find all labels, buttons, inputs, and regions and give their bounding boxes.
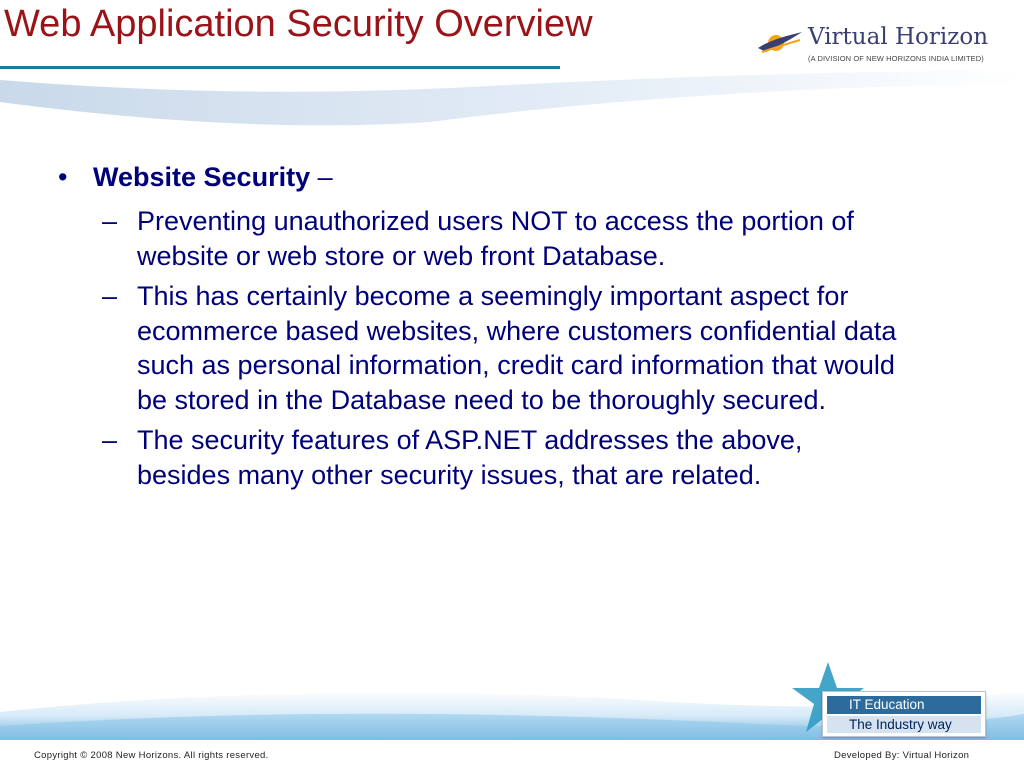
bullet-suffix: – — [310, 162, 333, 192]
sub-bullet — [58, 204, 897, 273]
sub-bullet-dash: – — [102, 206, 118, 236]
bullet-heading: Website Security — [93, 162, 311, 192]
sub-bullet — [58, 423, 897, 492]
sub-bullet-text: Preventing unauthorized users NOT to access the portion of website or web store or web front Database. — [137, 206, 854, 271]
slide-title: Web Application Security Overview — [4, 3, 593, 45]
sub-bullet — [58, 279, 897, 417]
badge-line1: IT Education — [827, 696, 981, 714]
sub-bullet-text: The security features of ASP.NET addresses the above, besides many other security issues, that are related. — [137, 425, 803, 490]
sub-bullet-dash: – — [102, 425, 118, 455]
footer-developer: Developed By: Virtual Horizon — [834, 750, 970, 761]
title-underline — [0, 66, 560, 69]
logo-name: Virtual Horizon — [808, 24, 989, 50]
slide-body — [58, 160, 958, 498]
bullet-website-security — [58, 160, 958, 194]
footer-copyright: Copyright © 2008 New Horizons. All rights reserved. — [34, 750, 269, 761]
sub-bullet-text: This has certainly become a seemingly important aspect for ecommerce based websites, where customers confidential data such as personal information, credit card information that would be stored in the Database need to be thoroughly secured. — [137, 281, 897, 415]
virtual-horizon-logo — [756, 20, 996, 70]
bullet-dot: • — [58, 162, 68, 192]
badge-line2: The Industry way — [827, 716, 981, 733]
sub-bullet-dash: – — [102, 281, 118, 311]
it-education-badge — [822, 691, 986, 737]
sun-bird-logo-icon — [756, 26, 804, 60]
logo-tagline: (A DIVISION OF NEW HORIZONS INDIA LIMITED) — [808, 54, 984, 63]
